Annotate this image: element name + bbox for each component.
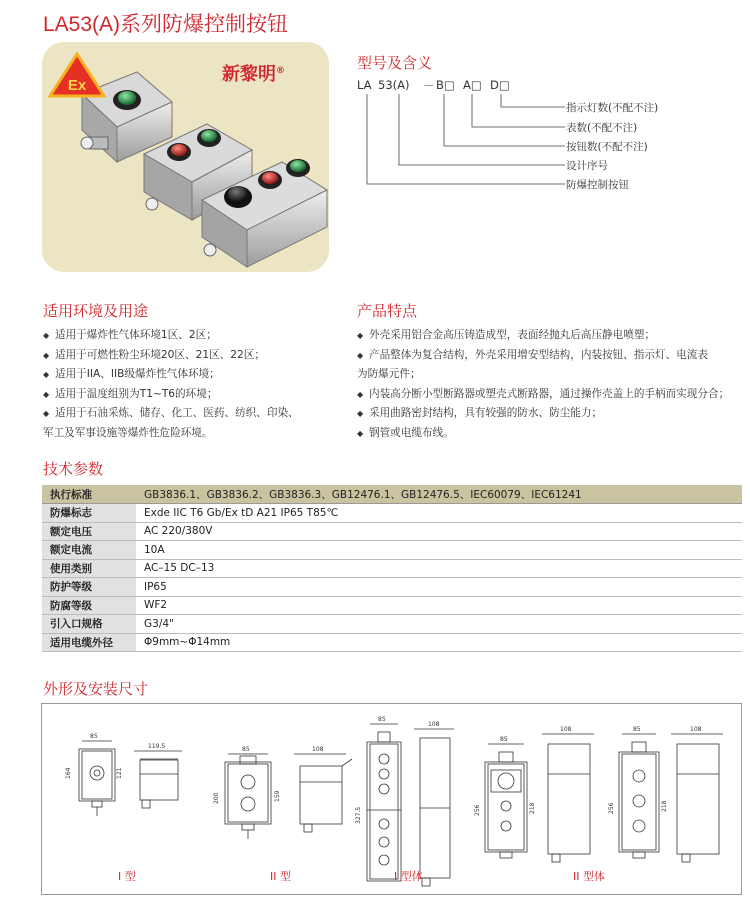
- dim-label: 108: [428, 721, 440, 728]
- list-item: ◆ 内装高分断小型断路器或塑壳式断路器，通过操作壳盖上的手柄而实现分合；: [357, 387, 730, 400]
- dim-label: 256: [474, 804, 481, 816]
- dim-label: 85: [633, 726, 641, 733]
- ex-badge-icon: [48, 52, 106, 98]
- param-value: G3/4": [136, 615, 742, 634]
- list-item: ◆ 适用于爆炸性气体环境1区、2区；: [43, 329, 217, 341]
- list-item-continuation: 军工及军事设施等爆炸性危险环境。: [43, 426, 213, 439]
- param-value: Exde IIC T6 Gb/Ex tD A21 IP65 T85℃: [136, 504, 742, 523]
- list-item: ◆ 适用于石油采炼、储存、化工、医药、纺织、印染、: [43, 407, 299, 420]
- param-key: 执行标准: [42, 485, 136, 504]
- brand-text: 新黎明: [222, 64, 276, 85]
- param-key: 使用类别: [42, 559, 136, 578]
- model-meaning-meter: 表数(不配不注): [566, 122, 638, 134]
- caption-type-ii-body: II 型体: [573, 870, 605, 883]
- table-row: [42, 504, 742, 523]
- model-meaning-button: 按钮数(不配不注): [566, 141, 648, 153]
- dimensions-heading: 外形及安装尺寸: [43, 680, 149, 698]
- dim-label: 121: [116, 767, 123, 779]
- table-row: [42, 522, 742, 541]
- caption-type-ii: II 型: [270, 870, 291, 883]
- model-meaning-design: 设计序号: [566, 160, 608, 172]
- param-value: AC–15 DC–13: [136, 559, 742, 578]
- param-value: Φ9mm~Φ14mm: [136, 633, 742, 652]
- type-ii-body-side: [542, 734, 594, 862]
- model-code-d: D□: [490, 78, 510, 92]
- dim-label: 159: [274, 790, 281, 802]
- dim-label: 256: [608, 802, 615, 814]
- dim-label: 85: [242, 746, 250, 753]
- list-item: ◆ 适用于可燃性粉尘环境20区、21区、22区；: [43, 348, 265, 361]
- list-item: ◆ 外壳采用铝合金高压铸造成型，表面经抛丸后高压静电喷塑；: [357, 329, 656, 341]
- brand-mark: ®: [276, 66, 285, 76]
- list-item: ◆ 钢管或电缆布线。: [357, 426, 454, 439]
- table-row: [42, 633, 742, 652]
- dim-label: 108: [312, 746, 324, 753]
- dim-label: 218: [661, 800, 668, 812]
- model-connector-lines: [355, 90, 575, 190]
- model-meaning-indicator: 指示灯数(不配不注): [566, 102, 659, 114]
- environment-heading: 适用环境及用途: [43, 302, 149, 320]
- dim-label: 85: [500, 736, 508, 743]
- page-title: LA53(A)系列防爆控制按钮: [43, 13, 289, 36]
- dimension-drawing-frame: [41, 703, 742, 895]
- dim-label: 85: [378, 716, 386, 723]
- type-ii-body-front: [485, 744, 527, 858]
- list-item: ◆ 采用曲路密封结构，具有较强的防水、防尘能力；: [357, 407, 603, 420]
- dim-label: 108: [560, 726, 572, 733]
- model-code-a: A□: [463, 78, 482, 92]
- list-item: ◆ 产品整体为复合结构，外壳采用增安型结构，内装按钮、指示灯、电流表: [357, 348, 708, 361]
- param-key: 防腐等级: [42, 596, 136, 615]
- dim-label: 119.5: [148, 743, 166, 750]
- tech-heading: 技术参数: [43, 460, 104, 478]
- param-key: 引入口规格: [42, 615, 136, 634]
- table-row: [42, 559, 742, 578]
- ex-badge-text: Ex: [67, 77, 87, 94]
- type-ii-body-front-2: [619, 734, 659, 858]
- model-heading: 型号及含义: [357, 54, 433, 72]
- list-item: ◆ 适用于温度组别为T1~T6的环境；: [43, 387, 218, 400]
- features-heading: 产品特点: [357, 302, 418, 320]
- table-row: [42, 485, 742, 504]
- table-row: [42, 615, 742, 634]
- type-i-body-side: [414, 729, 454, 886]
- caption-type-i-body: I 型体: [394, 870, 423, 883]
- param-value: GB3836.1、GB3836.2、GB3836.3、GB12476.1、GB12476.5、IEC60079、IEC61241: [136, 485, 742, 504]
- brand-name: [222, 60, 285, 86]
- param-value: IP65: [136, 578, 742, 597]
- dim-label: 218: [529, 802, 536, 814]
- param-value: AC 220/380V: [136, 522, 742, 541]
- type-ii-front: [225, 754, 271, 839]
- dim-label: 85: [90, 733, 98, 740]
- dim-label: 327.5: [355, 806, 362, 824]
- param-key: 额定电压: [42, 522, 136, 541]
- table-row: [42, 578, 742, 597]
- param-value: WF2: [136, 596, 742, 615]
- product-photo: [42, 42, 329, 272]
- dim-label: 164: [65, 767, 72, 779]
- type-ii-side: [294, 754, 352, 832]
- table-row: [42, 596, 742, 615]
- list-item: ◆ 适用于IIA、IIB级爆炸性气体环境；: [43, 368, 220, 381]
- table-row: [42, 541, 742, 560]
- param-value: 10A: [136, 541, 742, 560]
- dimension-drawings: [42, 704, 741, 894]
- param-key: 防护等级: [42, 578, 136, 597]
- model-meaning-product: 防爆控制按钮: [566, 179, 629, 191]
- param-key: 额定电流: [42, 541, 136, 560]
- type-i-front: [79, 741, 115, 816]
- list-item-continuation: 为防爆元件；: [357, 368, 421, 381]
- model-code-dash: －: [423, 79, 435, 93]
- dim-label: 108: [690, 726, 702, 733]
- model-code-b: B□: [436, 78, 455, 92]
- environment-list: [43, 326, 299, 444]
- param-key: 适用电缆外径: [42, 633, 136, 652]
- tech-params-table: [42, 485, 742, 652]
- features-list: [357, 326, 729, 444]
- model-code-la: LA: [357, 78, 372, 92]
- model-code-53a: 53(A): [378, 78, 410, 92]
- dim-label: 200: [213, 792, 220, 804]
- type-i-side: [134, 751, 182, 808]
- param-key: 防爆标志: [42, 504, 136, 523]
- type-ii-body-side-2: [671, 734, 723, 862]
- caption-type-i: I 型: [118, 870, 136, 883]
- type-i-body-front: [367, 724, 401, 881]
